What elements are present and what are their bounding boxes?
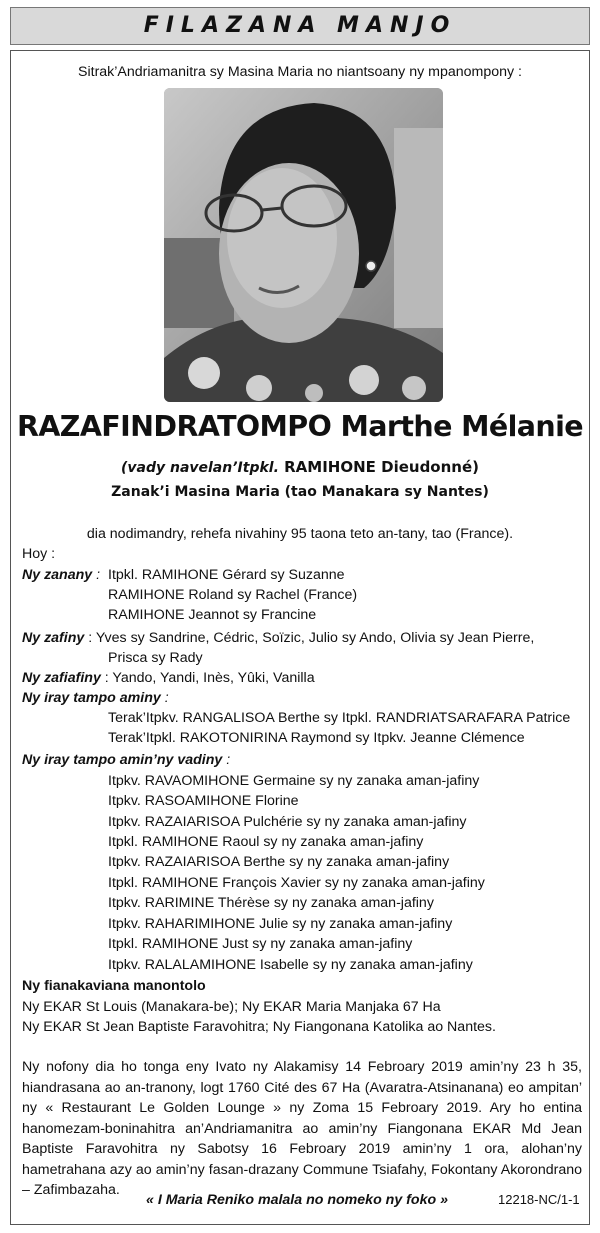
zafiafiny-label: Ny zafiafiny [22,670,101,686]
deceased-name: RAZAFINDRATOMPO Marthe Mélanie [16,410,584,443]
list-item: Itpkl. RAMIHONE Just sy ny zanaka aman-jafiny [108,936,413,952]
list-item: Itpkv. RASOAMIHONE Florine [108,793,299,809]
list-item: Itpkl. RAMIHONE François Xavier sy ny zanaka aman-jafiny [108,875,485,891]
list-item: Itpkv. RAHARIMIHONE Julie sy ny zanaka aman-jafiny [108,916,453,932]
list-item: Ny EKAR St Jean Baptiste Faravohitra; Ny Fiangonana Katolika ao Nantes. [22,1019,496,1035]
funeral-paragraph: Ny nofony dia ho tonga eny Ivato ny Alakamisy 14 Febroary 2019 amin’ny 23 h 35, hiandrasana ao an-tranony, logt 1760 Cité des 67 Ha (Avaratra-Atsinanana) eo ampitan’ ny « Restaurant Le Golden Lounge » ny Zoma 15 Febroary 2019. Ary ho entina hanomezam-boninahitra an’Andriamanitra ao amin’ny Fiangonana EKAR Md Jean Baptiste Faravohitra ny Sabotsy 16 Febroary 2019 amin’ny 1 ora, alohan’ny hametrahana azy ao amin’ny fasan-drazany Commune Tsiafahy, Fokontany Akorondrano – Zafimbazaha. [22,1059,582,1198]
header-title: FILAZANA MANJO [143,13,457,38]
zanany-row [22,565,100,585]
zanany-label: Ny zanany [22,567,93,583]
zafiafiny-row [22,668,315,688]
death-notice: dia nodimandry, rehefa nivahiny 95 taona teto an-tany, tao (France). [86,526,514,542]
list-item: RAMIHONE Roland sy Rachel (France) [108,587,358,603]
zanany-sep: : [92,567,101,583]
portrait-photo [164,88,443,402]
list-item: RAMIHONE Jeannot sy Francine [108,607,317,623]
list-item: Itpkv. RAZAIARISOA Pulchérie sy ny zanaka aman-jafiny [108,814,467,830]
zafiny-row [22,628,534,648]
hoy-label: Hoy : [22,546,56,562]
iray-tampo-vadiny-sep: : [222,752,231,768]
intro-line: Sitrak’Andriamanitra sy Masina Maria no niantsoany ny mpanompony : [78,64,522,80]
list-item: Ny EKAR St Louis (Manakara-be); Ny EKAR Maria Manjaka 67 Ha [22,999,441,1015]
zafiny-continued: Prisca sy Rady [108,650,203,666]
iray-tampo-heading [22,688,169,708]
list-item: Itpkv. RARIMINE Thérèse sy ny zanaka aman-jafiny [108,895,434,911]
iray-tampo-label: Ny iray tampo aminy [22,690,161,706]
zafiny-text: : Yves sy Sandrine, Cédric, Soïzic, Julio sy Ando, Olivia sy Jean Pierre, [84,630,535,646]
fianakaviana-label: Ny fianakaviana manontolo [22,978,206,994]
iray-tampo-vadiny-heading [22,750,230,770]
spouse-prefix: (vady navelan’Itpkl. [120,460,279,476]
header-banner [10,7,590,45]
zafiny-label: Ny zafiny [22,630,85,646]
iray-tampo-vadiny-label: Ny iray tampo amin’ny vadiny [22,752,223,768]
origin-line: Zanak’i Masina Maria (tao Manakara sy Nantes) [111,484,489,500]
spouse-line [10,457,590,478]
list-item: Terak’Itpkl. RAKOTONIRINA Raymond sy Itpkv. Jeanne Clémence [108,730,525,746]
portrait-illustration [164,88,443,402]
iray-tampo-sep: : [160,690,169,706]
reference-code: 12218-NC/1-1 [498,1192,580,1207]
list-item: Itpkv. RALALAMIHONE Isabelle sy ny zanaka aman-jafiny [108,957,473,973]
list-item: Itpkv. RAZAIARISOA Berthe sy ny zanaka aman-jafiny [108,854,450,870]
list-item: Itpkv. RAVAOMIHONE Germaine sy ny zanaka aman-jafiny [108,773,480,789]
list-item: Itpkl. RAMIHONE Gérard sy Suzanne [108,567,345,583]
list-item: Terak’Itpkv. RANGALISOA Berthe sy Itpkl. RANDRIATSARAFARA Patrice [108,710,571,726]
spouse-name: RAMIHONE Dieudonné) [278,458,479,476]
closing-quote: « I Maria Reniko malala no nomeko ny foko » [146,1192,448,1208]
list-item: Itpkl. RAMIHONE Raoul sy ny zanaka aman-jafiny [108,834,424,850]
zafiafiny-text: : Yando, Yandi, Inès, Yûki, Vanilla [100,670,315,686]
